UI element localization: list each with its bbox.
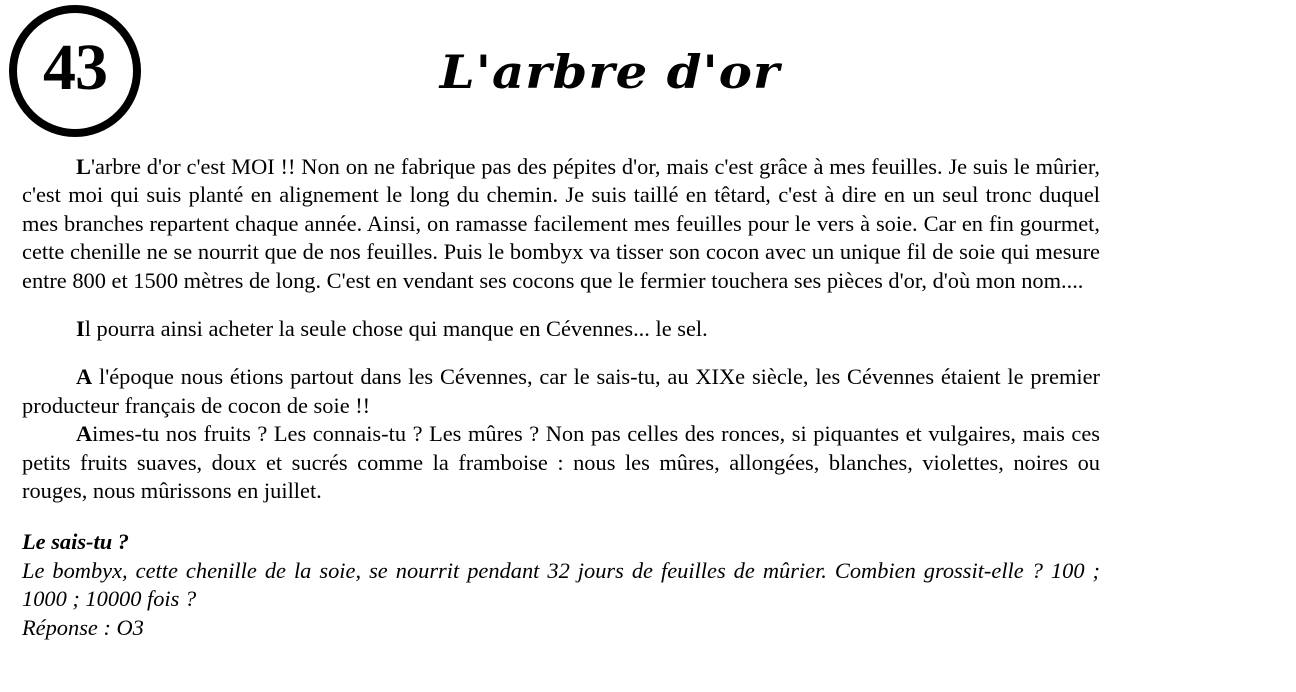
drop-letter: A <box>76 421 93 447</box>
page-number: 43 <box>43 31 107 104</box>
drop-letter: A <box>76 364 93 390</box>
paragraph-text: l pourra ainsi acheter la seule chose qui manque en Cévennes... le sel. <box>84 316 708 342</box>
page-title: L'arbre d'or <box>439 45 781 99</box>
paragraph-history <box>22 363 1100 420</box>
did-you-know-answer: Réponse : O3 <box>22 614 144 640</box>
did-you-know-question: Le bombyx, cette chenille de la soie, se nourrit pendant 32 jours de feuilles de mûrier. Combien grossit-elle ? 100 ; 1000 ; 10000 fois ? <box>22 557 1100 612</box>
paragraph-text: imes-tu nos fruits ? Les connais-tu ? Les mûres ? Non pas celles des ronces, si piquantes et vulgaires, mais ces petits fruits suaves, doux et sucrés comme la framboise : nous les mûres, allongées, blanches, violettes, noires ou rouges, nous mûrissons en juillet. <box>22 421 1100 504</box>
drop-letter: L <box>76 154 91 179</box>
article-body <box>22 153 1100 642</box>
paragraph-salt <box>22 315 1100 343</box>
paragraph-text: l'époque nous étions partout dans les Cévennes, car le sais-tu, au XIXe siècle, les Cévennes étaient le premier producteur français de cocon de soie !! <box>22 364 1100 418</box>
paragraph-fruits <box>22 420 1100 505</box>
did-you-know-heading: Le sais-tu ? <box>22 529 129 555</box>
paragraph-text: 'arbre d'or c'est MOI !! Non on ne fabrique pas des pépites d'or, mais c'est grâce à mes feuilles. Je suis le mûrier, c'est moi qui suis planté en alignement le long du chemin. Je suis taillé en têtard, c'est à dire en un seul tronc duquel mes branches repartent chaque année. Ainsi, on ramasse facilement mes feuilles pour le vers à soie. Car en fin gourmet, cette chenille ne se nourrit que de nos feuilles. Puis le bombyx va tisser son cocon avec un unique fil de soie qui mesure entre 800 et 1500 mètres de long. C'est en vendant ses cocons que le fermier touchera ses pièces d'or, d'où mon nom.... <box>22 154 1100 293</box>
page-number-badge <box>9 5 141 137</box>
paragraph-intro <box>22 153 1100 295</box>
drop-letter: I <box>76 316 85 342</box>
